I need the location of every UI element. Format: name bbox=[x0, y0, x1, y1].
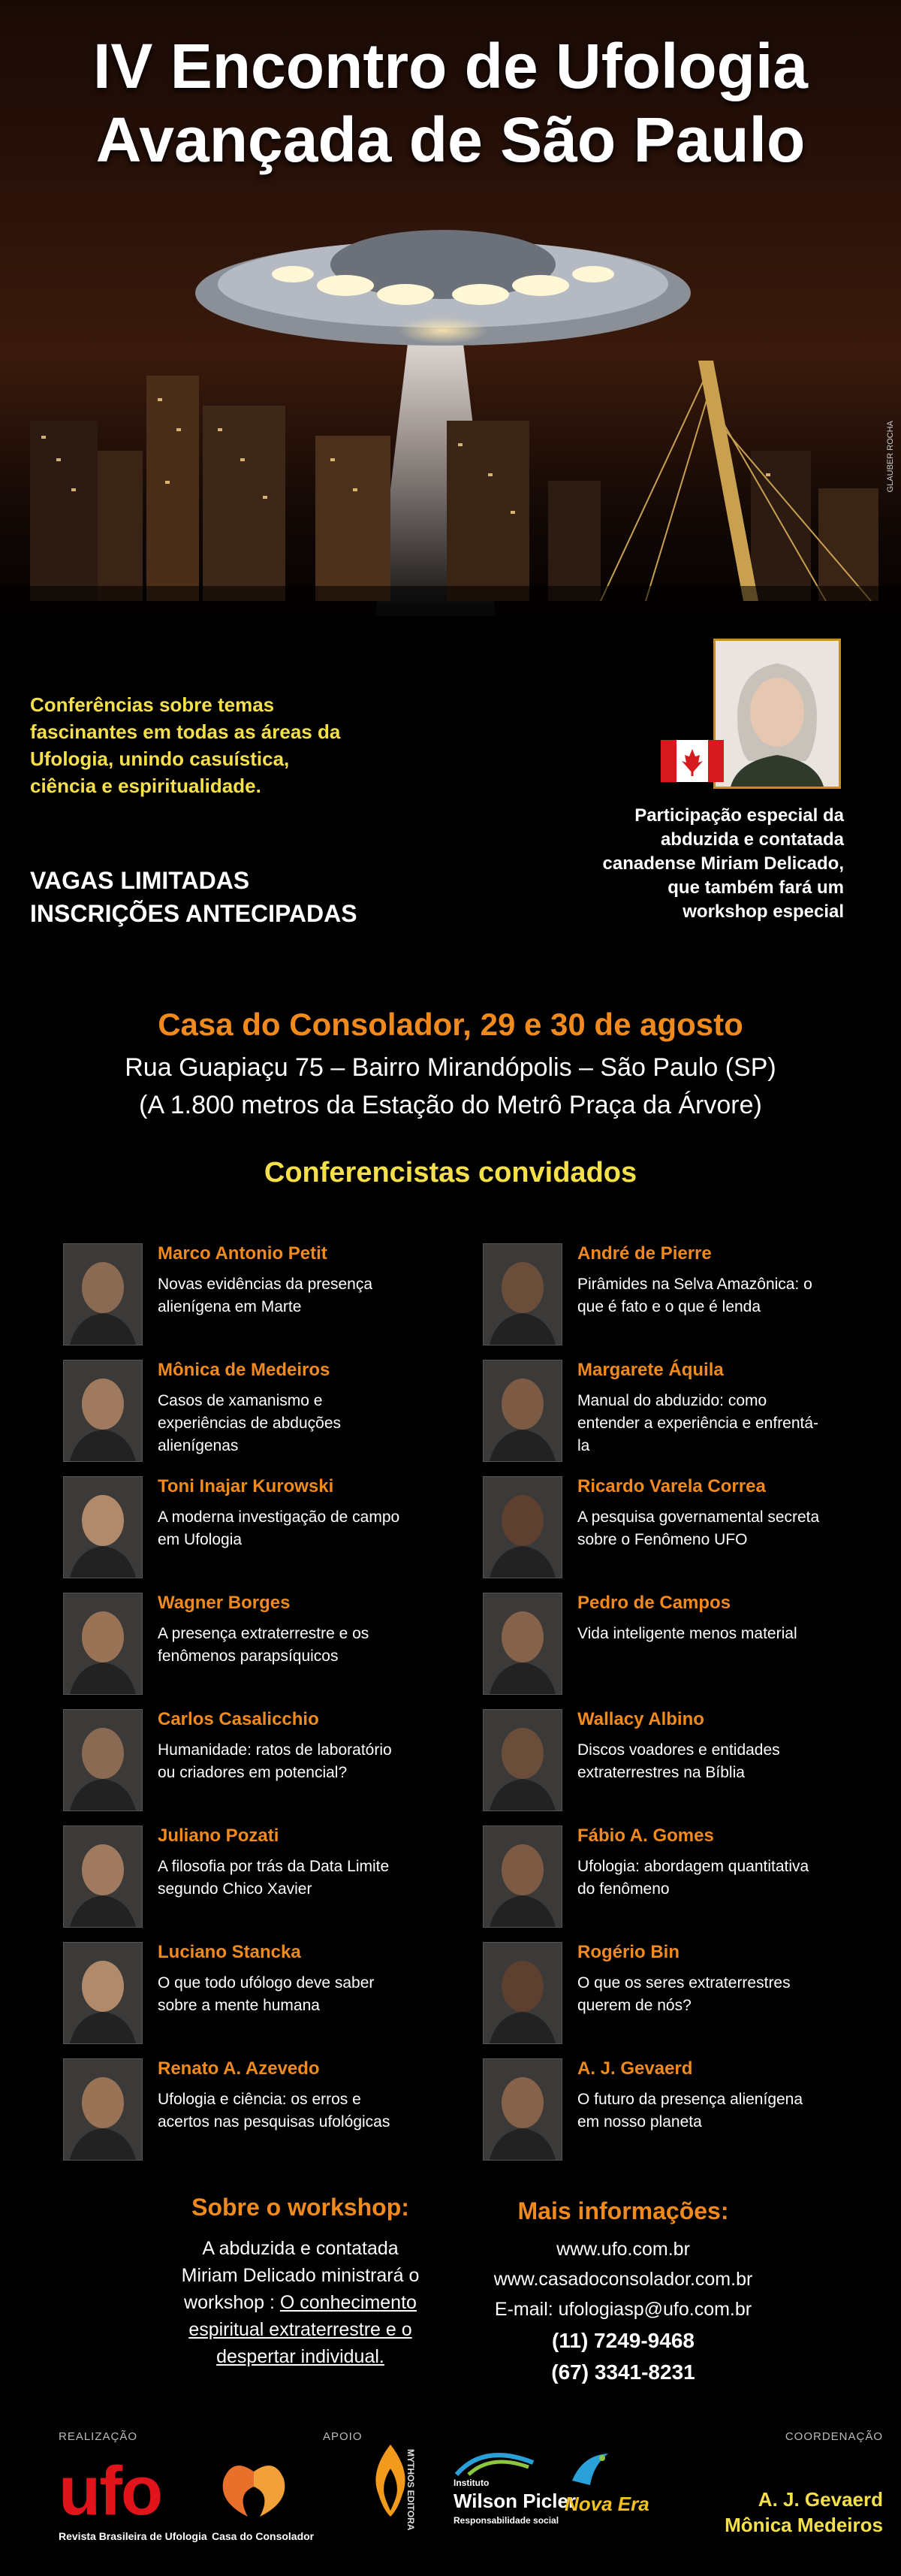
workshop-line-text: workshop : bbox=[184, 2292, 280, 2313]
casa-consolador-logo-icon bbox=[218, 2457, 290, 2521]
speaker-name: Toni Inajar Kurowski bbox=[158, 1476, 334, 1496]
casa-consolador-subtitle: Casa do Consolador bbox=[212, 2530, 315, 2542]
speaker-card bbox=[483, 2058, 901, 2164]
speaker-talk-title: Casos de xamanismo e experiências de abduções alienígenas bbox=[158, 1392, 342, 1454]
speaker-name: André de Pierre bbox=[577, 1243, 712, 1264]
event-title-line2: Avançada de São Paulo bbox=[95, 104, 806, 175]
speaker-name: Fábio A. Gomes bbox=[577, 1826, 714, 1846]
speaker-talk-title: A pesquisa governamental secreta sobre o Fenômeno UFO bbox=[577, 1508, 820, 1548]
speaker-photo bbox=[483, 1360, 562, 1462]
workshop-topic-link: despertar individual. bbox=[216, 2346, 384, 2367]
speaker-talk-title: Vida inteligente menos material bbox=[577, 1625, 797, 1642]
speaker-card bbox=[63, 1942, 484, 2047]
speaker-card bbox=[483, 1360, 901, 1465]
speaker-talk-title: Pirâmides na Selva Amazônica: o que é fato e o que é lenda bbox=[577, 1276, 812, 1315]
coordinator-1: A. J. Gevaerd bbox=[758, 2488, 883, 2511]
speaker-card bbox=[63, 2058, 484, 2164]
phone-2: (67) 3341-8231 bbox=[551, 2360, 695, 2384]
hero-banner bbox=[0, 0, 901, 646]
speaker-name: Ricardo Varela Correa bbox=[577, 1476, 766, 1496]
nova-era-name: Nova Era bbox=[565, 2493, 649, 2515]
speaker-talk-title: Ufologia: abordagem quantitativa do fenômeno bbox=[577, 1858, 809, 1898]
mythos-name: MYTHOS EDITORA bbox=[405, 2449, 416, 2531]
workshop-line bbox=[150, 2316, 450, 2343]
venue-title: Casa do Consolador, 29 e 30 de agosto bbox=[158, 1007, 743, 1042]
apoio-label: APOIO bbox=[323, 2430, 363, 2443]
speaker-name: Carlos Casalicchio bbox=[158, 1709, 319, 1729]
speaker-card bbox=[63, 1476, 484, 1581]
speaker-photo bbox=[63, 1826, 143, 1928]
info-title: Mais informações: bbox=[517, 2197, 729, 2224]
speaker-talk-title: A presença extraterrestre e os fenômenos parapsíquicos bbox=[158, 1625, 369, 1665]
special-guest-line: Participação especial da bbox=[634, 805, 844, 826]
speaker-name: Luciano Stancka bbox=[158, 1942, 301, 1962]
speaker-talk-title: O que os seres extraterrestres querem de nós? bbox=[577, 1974, 791, 2014]
realizacao-label: REALIZAÇÃO bbox=[59, 2430, 138, 2443]
special-guest-line: abduzida e contatada bbox=[660, 829, 844, 850]
speaker-card bbox=[63, 1243, 484, 1348]
speaker-card bbox=[63, 1826, 484, 1931]
speaker-talk-title: Discos voadores e entidades extraterrestres na Bíblia bbox=[577, 1741, 780, 1781]
speaker-photo bbox=[483, 2058, 562, 2161]
vagas-line2: INSCRIÇÕES ANTECIPADAS bbox=[30, 900, 357, 927]
speaker-talk-title: Humanidade: ratos de laboratório ou criadores em potencial? bbox=[158, 1741, 392, 1781]
nova-era-bird-icon bbox=[568, 2451, 613, 2488]
speaker-talk-title: O que todo ufólogo deve saber sobre a mente humana bbox=[158, 1974, 375, 2014]
speakers-heading: Conferencistas convidados bbox=[264, 1157, 637, 1188]
coordinator-2: Mônica Medeiros bbox=[725, 2514, 883, 2536]
picler-subtitle: Responsabilidade social bbox=[454, 2515, 559, 2526]
miriam-delicado-photo bbox=[713, 639, 841, 789]
vagas-line1: VAGAS LIMITADAS bbox=[30, 867, 250, 894]
speaker-photo bbox=[63, 1942, 143, 2044]
speaker-name: Wagner Borges bbox=[158, 1593, 291, 1613]
workshop-line: Miriam Delicado ministrará o bbox=[181, 2265, 420, 2286]
email-link[interactable]: E-mail: ufologiasp@ufo.com.br bbox=[494, 2299, 752, 2320]
wilson-picler-logo-icon bbox=[454, 2448, 536, 2478]
speaker-card bbox=[63, 1593, 484, 1698]
speaker-photo bbox=[483, 1826, 562, 1928]
speaker-photo bbox=[63, 1243, 143, 1345]
speaker-photo bbox=[63, 1709, 143, 1811]
speaker-talk-title: Novas evidências da presença alienígena em Marte bbox=[158, 1276, 373, 1315]
special-guest-line: que também fará um bbox=[667, 877, 844, 898]
special-guest-line: workshop especial bbox=[683, 901, 844, 922]
speaker-name: Rogério Bin bbox=[577, 1942, 680, 1962]
speaker-card bbox=[483, 1709, 901, 1814]
photo-credit: GLAUBER ROCHA bbox=[886, 421, 895, 493]
speaker-photo bbox=[483, 1243, 562, 1345]
speaker-photo bbox=[483, 1942, 562, 2044]
speaker-card bbox=[63, 1360, 484, 1465]
picler-instituto: Instituto bbox=[454, 2478, 490, 2488]
ufo-magazine-subtitle: Revista Brasileira de Ufologia bbox=[59, 2530, 207, 2542]
speaker-talk-title: A filosofia por trás da Data Limite segundo Chico Xavier bbox=[158, 1858, 390, 1898]
workshop-title: Sobre o workshop: bbox=[191, 2194, 409, 2221]
picler-name: Wilson Picler bbox=[454, 2490, 577, 2512]
workshop-description bbox=[150, 2235, 450, 2370]
phone-1: (11) 7249-9468 bbox=[552, 2329, 695, 2352]
speaker-card bbox=[483, 1476, 901, 1581]
speaker-photo bbox=[63, 1360, 143, 1462]
speaker-name: Marco Antonio Petit bbox=[158, 1243, 327, 1264]
speaker-name: Juliano Pozati bbox=[158, 1826, 279, 1846]
site-ufo-link[interactable]: www.ufo.com.br bbox=[556, 2239, 690, 2260]
speaker-photo bbox=[63, 1593, 143, 1695]
workshop-line bbox=[150, 2289, 450, 2316]
speaker-name: Wallacy Albino bbox=[577, 1709, 704, 1729]
event-title-line1: IV Encontro de Ufologia bbox=[92, 31, 808, 101]
speaker-name: Renato A. Azevedo bbox=[158, 2058, 320, 2079]
speaker-card bbox=[483, 1243, 901, 1348]
speaker-photo bbox=[483, 1709, 562, 1811]
intro-description: Conferências sobre temas fascinantes em todas as áreas da Ufologia, unindo casuística, ciência e espiritualidade. bbox=[30, 693, 341, 797]
speaker-photo bbox=[483, 1476, 562, 1578]
workshop-line: A abduzida e contatada bbox=[202, 2238, 399, 2259]
coordenacao-label: COORDENAÇÃO bbox=[785, 2430, 883, 2443]
speaker-name: Margarete Áquila bbox=[577, 1360, 724, 1380]
speaker-photo bbox=[63, 2058, 143, 2161]
speaker-photo bbox=[483, 1593, 562, 1695]
site-consolador-link[interactable]: www.casadoconsolador.com.br bbox=[493, 2269, 753, 2290]
workshop-topic-link: O conhecimento bbox=[279, 2292, 417, 2313]
speaker-card bbox=[63, 1709, 484, 1814]
speaker-name: A. J. Gevaerd bbox=[577, 2058, 693, 2079]
vagas-notice bbox=[30, 864, 357, 930]
special-guest-line: canadense Miriam Delicado, bbox=[602, 853, 844, 874]
special-guest-text bbox=[559, 804, 844, 924]
speaker-name: Pedro de Campos bbox=[577, 1593, 731, 1613]
venue-address: Rua Guapiaçu 75 – Bairro Mirandópolis – São Paulo (SP) bbox=[125, 1053, 776, 1082]
venue-reference: (A 1.800 metros da Estação do Metrô Praça da Árvore) bbox=[139, 1091, 762, 1119]
canada-flag-icon bbox=[661, 740, 724, 782]
workshop-line bbox=[150, 2343, 450, 2370]
speaker-talk-title: A moderna investigação de campo em Ufologia bbox=[158, 1508, 400, 1548]
speaker-photo bbox=[63, 1476, 143, 1578]
speaker-card bbox=[483, 1826, 901, 1931]
speaker-card bbox=[483, 1593, 901, 1698]
ufo-magazine-logo: ufo bbox=[59, 2453, 162, 2529]
speaker-talk-title: Ufologia e ciência: os erros e acertos nas pesquisas ufológicas bbox=[158, 2091, 390, 2131]
speaker-talk-title: O futuro da presença alienígena em nosso planeta bbox=[577, 2091, 803, 2131]
speaker-card bbox=[483, 1942, 901, 2047]
speaker-talk-title: Manual do abduzido: como entender a experiência e enfrentá-la bbox=[577, 1392, 819, 1454]
workshop-topic-link: espiritual extraterrestre e o bbox=[188, 2319, 412, 2340]
speaker-name: Mônica de Medeiros bbox=[158, 1360, 330, 1380]
